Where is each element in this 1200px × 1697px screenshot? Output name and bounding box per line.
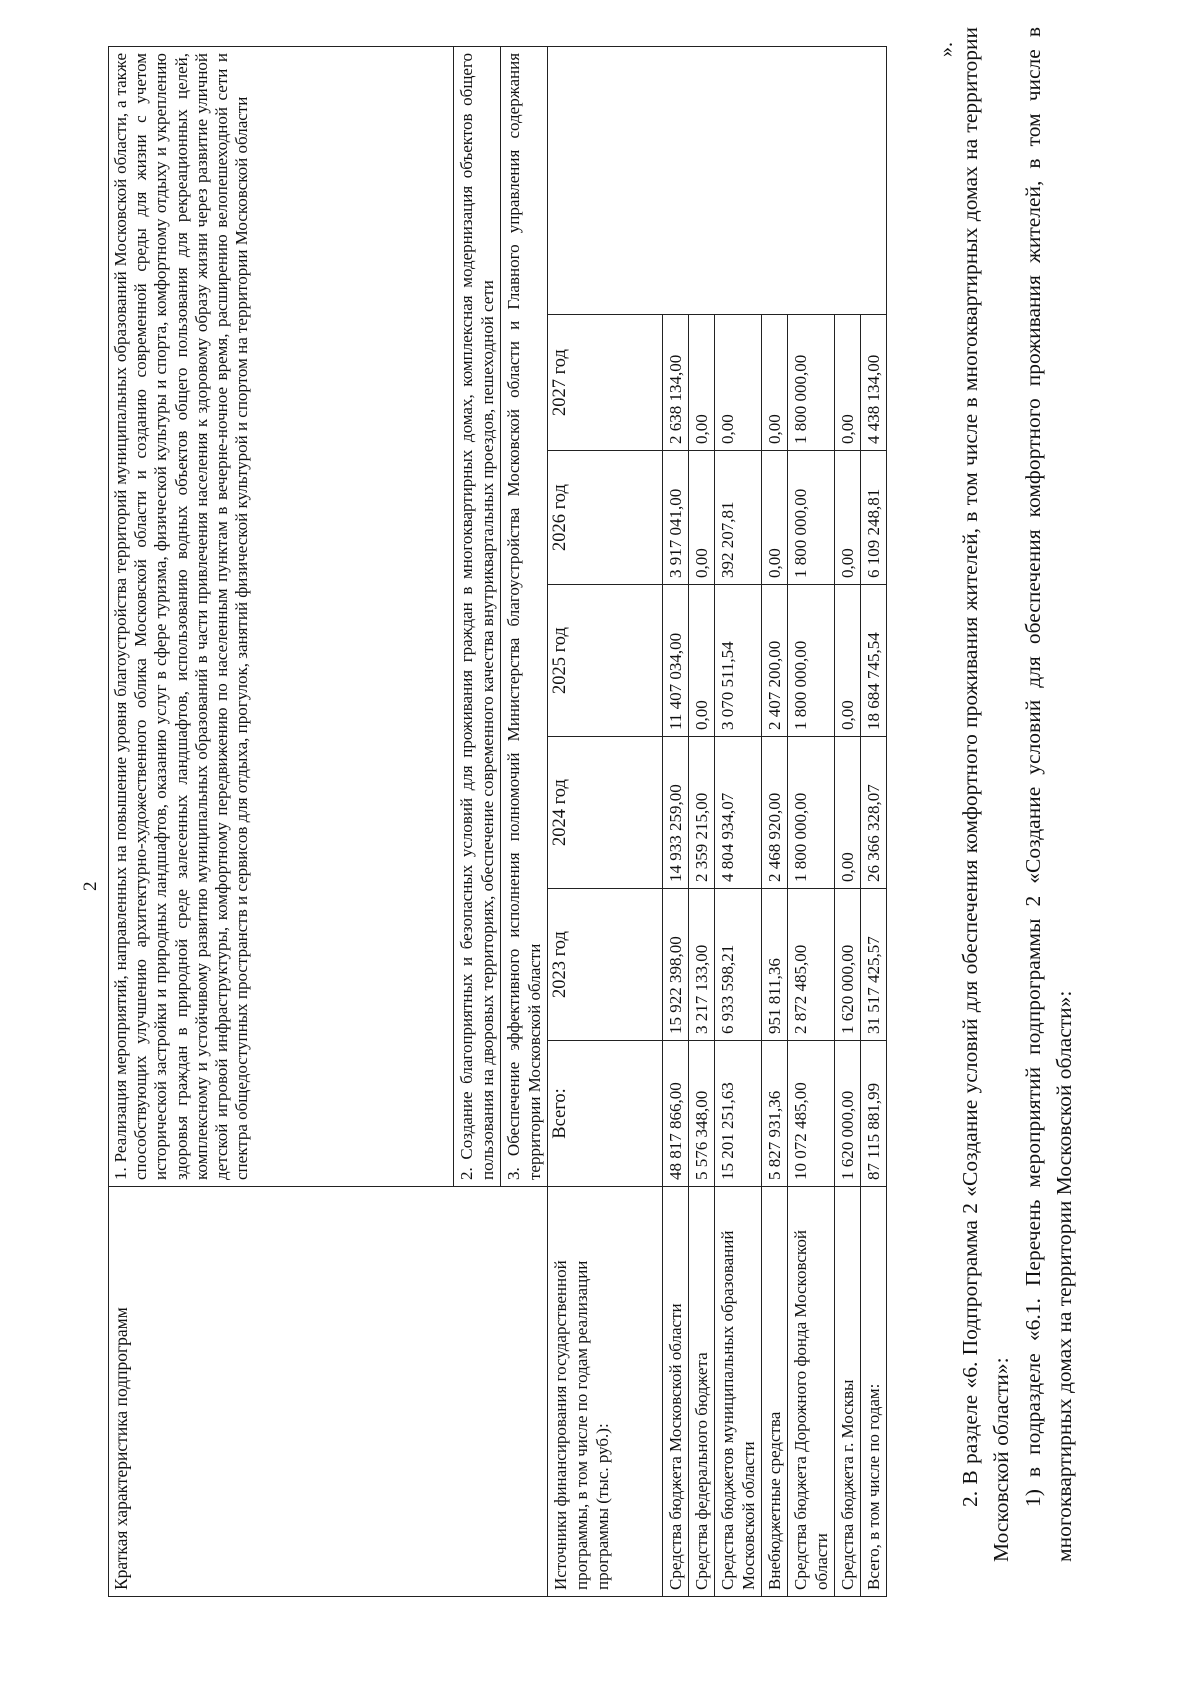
cell-2024: 1 800 000,00 — [788, 737, 835, 889]
row-label: Внебюджетные средства — [762, 1187, 788, 1597]
cell-total: 87 115 881,99 — [861, 1041, 887, 1187]
subprogram-3-description: 3. Обеспечение эффективного исполнения полномочий Министерства благоустройства Московской области и Главного управления содержания территории Московской области — [501, 46, 548, 1186]
cell-2023: 951 811,36 — [762, 889, 788, 1041]
subprogram-2-description: 2. Создание благоприятных и безопасных условий для проживания граждан в многоквартирных домах, комплексная модернизация объектов общего пользования на дворовых территориях, обеспечение современного качества внутриквартальных проездов, пешеходной сети — [454, 46, 501, 1186]
cell-2025: 1 800 000,00 — [788, 585, 835, 737]
cell-2023: 2 872 485,00 — [788, 889, 835, 1041]
cell-2026: 6 109 248,81 — [861, 451, 887, 585]
page-number: 2 — [80, 881, 101, 891]
cell-total: 15 201 251,63 — [715, 1041, 762, 1187]
row-label: Средства бюджета Московской области — [663, 1187, 689, 1597]
cell-2023: 15 922 398,00 — [663, 889, 689, 1041]
column-2027: 2027 год — [548, 315, 663, 451]
row-label: Средства бюджета Дорожного фонда Московской области — [788, 1187, 835, 1597]
column-2024: 2024 год — [548, 737, 663, 889]
cell-2025: 2 407 200,00 — [762, 585, 788, 737]
cell-2024: 0,00 — [835, 737, 861, 889]
cell-total: 10 072 485,00 — [788, 1041, 835, 1187]
financing-sources-label: Источники финансирования государственной программы, в том числе по годам реализации программы (тыс. руб.): — [548, 1187, 663, 1597]
column-total: Всего: — [548, 1041, 663, 1187]
body-paragraph-2: 1) в подразделе «6.1. Перечень мероприятий подпрограммы 2 «Создание условий для обеспечения комфортного проживания жителей, в том числе в многоквартирных домах на территории Московской области»: — [1021, 27, 1076, 1562]
empty-cell — [548, 46, 887, 314]
cell-total: 5 576 348,00 — [689, 1041, 715, 1187]
cell-2026: 1 800 000,00 — [788, 451, 835, 585]
program-passport-table — [108, 46, 887, 1597]
column-2026: 2026 год — [548, 451, 663, 585]
characteristics-label: Краткая характеристика подпрограмм — [109, 1187, 548, 1597]
cell-2024: 4 804 934,07 — [715, 737, 762, 889]
characteristics-row-1 — [109, 46, 454, 1596]
body-paragraph-1: 2. В разделе «6. Подпрограмма 2 «Создание условий для обеспечения комфортного проживания жителей, в том числе в многоквартирных домах на территории Московской области»: — [958, 27, 1013, 1562]
cell-2025: 3 070 511,54 — [715, 585, 762, 737]
cell-2025: 0,00 — [689, 585, 715, 737]
cell-2027: 0,00 — [762, 315, 788, 451]
cell-2023: 3 217 133,00 — [689, 889, 715, 1041]
cell-2027: 0,00 — [715, 315, 762, 451]
cell-2026: 0,00 — [835, 451, 861, 585]
cell-2026: 0,00 — [689, 451, 715, 585]
cell-total: 5 827 931,36 — [762, 1041, 788, 1187]
cell-2023: 6 933 598,21 — [715, 889, 762, 1041]
cell-2026: 392 207,81 — [715, 451, 762, 585]
cell-2026: 3 917 041,00 — [663, 451, 689, 585]
cell-2024: 14 933 259,00 — [663, 737, 689, 889]
cell-2024: 2 468 920,00 — [762, 737, 788, 889]
cell-total: 48 817 866,00 — [663, 1041, 689, 1187]
cell-total: 1 620 000,00 — [835, 1041, 861, 1187]
cell-2025: 0,00 — [835, 585, 861, 737]
cell-2027: 2 638 134,00 — [663, 315, 689, 451]
financing-header-row — [548, 46, 663, 1596]
cell-2024: 26 366 328,07 — [861, 737, 887, 889]
row-label: Всего, в том числе по годам: — [861, 1187, 887, 1597]
cell-2023: 31 517 425,57 — [861, 889, 887, 1041]
cell-2025: 18 684 745,54 — [861, 585, 887, 737]
row-label: Средства федерального бюджета — [689, 1187, 715, 1597]
cell-2026: 0,00 — [762, 451, 788, 585]
row-label: Средства бюджета г. Москвы — [835, 1187, 861, 1597]
cell-2027: 0,00 — [689, 315, 715, 451]
closing-quote-mark: ». — [935, 42, 957, 57]
row-label: Средства бюджетов муниципальных образований Московской области — [715, 1187, 762, 1597]
column-2025: 2025 год — [548, 585, 663, 737]
cell-2027: 4 438 134,00 — [861, 315, 887, 451]
cell-2027: 1 800 000,00 — [788, 315, 835, 451]
cell-2025: 11 407 034,00 — [663, 585, 689, 737]
cell-2027: 0,00 — [835, 315, 861, 451]
cell-2024: 2 359 215,00 — [689, 737, 715, 889]
cell-2023: 1 620 000,00 — [835, 889, 861, 1041]
column-2023: 2023 год — [548, 889, 663, 1041]
subprogram-1-description: 1. Реализация мероприятий, направленных на повышение уровня благоустройства территорий муниципальных образований Московской области, а также способствующих улучшению архитектурно-художественного облика Московской области и созданию современной среды для жизни с учетом исторической застройки и природных ландшафтов, оказанию услуг в сфере туризма, физической культуры и спорта, комфортному отдыху и укреплению здоровья граждан в природной среде залесенных ландшафтов, использованию водных объектов общего пользования для рекреационных целей, комплексному и устойчивому развитию муниципальных образований в части привлечения населения к здоровому образу жизни через развитие уличной детской игровой инфраструктуры, комфортному передвижению по населенным пунктам в вечерне-ночное время, расширению велопешеходной сети и спектра общедоступных пространств и сервисов для отдыха, прогулок, занятий физической культурой и спортом на территории Московской области — [109, 46, 454, 1186]
